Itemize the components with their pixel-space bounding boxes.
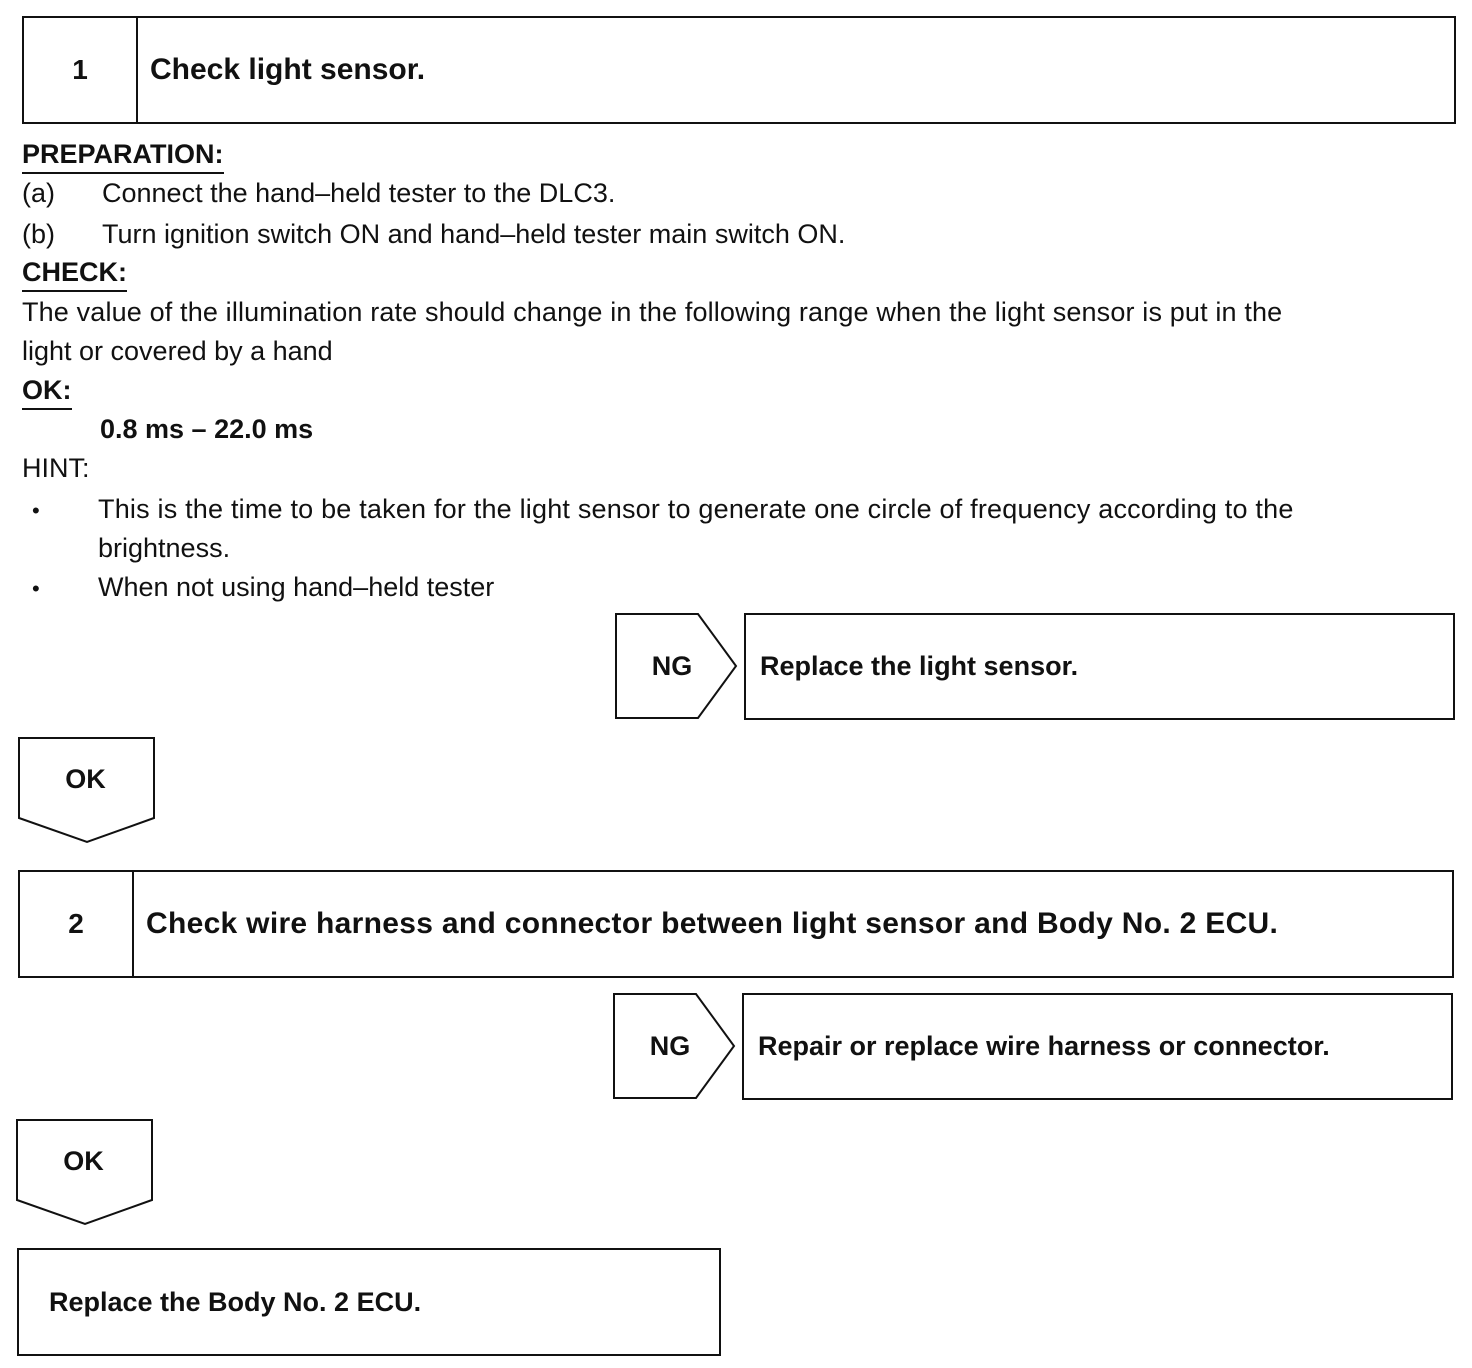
bullet-dot: • xyxy=(32,576,40,601)
ng-result-text-2: Repair or replace wire harness or connector. xyxy=(758,1031,1330,1061)
step-2-title: Check wire harness and connector between light sensor and Body No. 2 ECU. xyxy=(146,907,1279,940)
step-1-title: Check light sensor. xyxy=(150,53,426,86)
prep-b-label: (b) xyxy=(22,219,55,249)
hint-bullet-1-line2: brightness. xyxy=(98,533,231,563)
step-2-box xyxy=(18,870,1454,978)
prep-a-text: Connect the hand–held tester to the DLC3. xyxy=(102,178,616,208)
final-result-text: Replace the Body No. 2 ECU. xyxy=(49,1286,422,1317)
ok-label-2: OK xyxy=(63,1145,104,1176)
hint-bullet-1-line1: This is the time to be taken for the light sensor to generate one circle of frequency according to the xyxy=(98,494,1294,524)
step-1-box xyxy=(22,16,1456,124)
ok-heading: OK: xyxy=(22,377,72,410)
check-heading: CHECK: xyxy=(22,259,127,292)
check-text-line2: light or covered by a hand xyxy=(22,336,333,366)
ng-result-box-1 xyxy=(744,613,1455,720)
step-2-number: 2 xyxy=(20,872,134,976)
step-1-number: 1 xyxy=(24,18,138,122)
prep-a-label: (a) xyxy=(22,178,55,208)
preparation-heading: PREPARATION: xyxy=(22,141,224,174)
bullet-dot: • xyxy=(32,498,40,523)
ng-result-text-1: Replace the light sensor. xyxy=(760,651,1079,681)
check-text-line1: The value of the illumination rate should change in the following range when the light sensor is put in the xyxy=(22,297,1283,327)
hint-bullet-2-line1: When not using hand–held tester xyxy=(98,572,495,602)
ng-label-2: NG xyxy=(649,1030,691,1061)
ok-spec-value: 0.8 ms – 22.0 ms xyxy=(100,414,314,444)
prep-b-text: Turn ignition switch ON and hand–held tester main switch ON. xyxy=(102,219,846,249)
ng-result-box-2 xyxy=(742,993,1453,1100)
ng-label-1: NG xyxy=(651,650,693,681)
final-result-box xyxy=(17,1248,721,1356)
ok-label-1: OK xyxy=(65,763,106,794)
hint-heading: HINT: xyxy=(22,453,90,483)
